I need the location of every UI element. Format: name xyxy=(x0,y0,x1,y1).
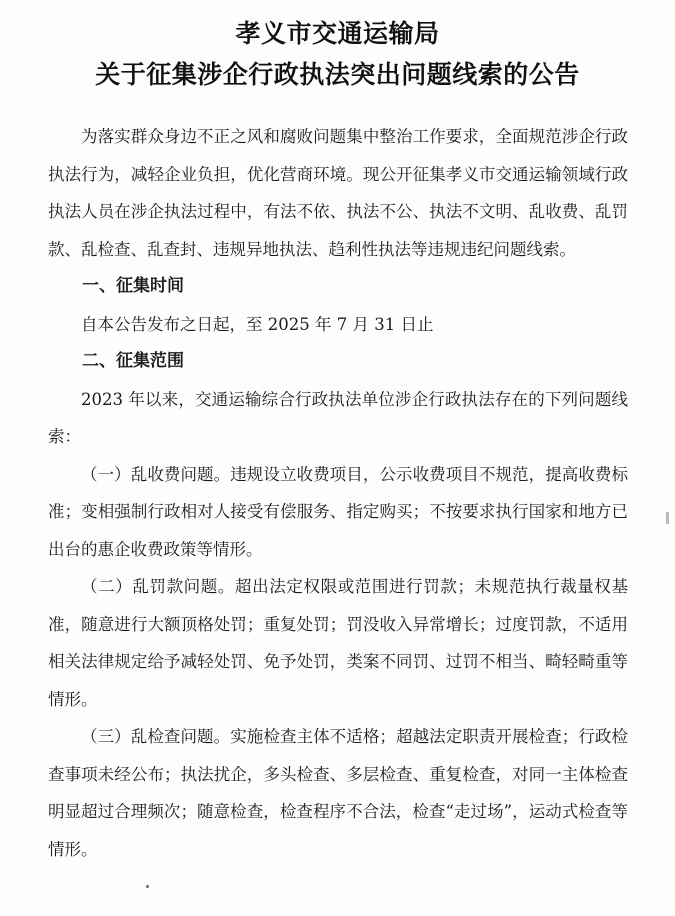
collection-scope-intro: 2023 年以来，交通运输综合行政执法单位涉企行政执法存在的下列问题线索： xyxy=(48,389,628,446)
item-arbitrary-fines: （二）乱罚款问题。超出法定权限或范围进行罚款；未规范执行裁量权基准，随意进行大额顶格处罚；重复处罚；罚没收入异常增长；过度罚款，不适用相关法律规定给予减轻处罚、免予处罚，类案不同罚、过罚不相当、畸轻畸重等情形。 xyxy=(48,577,628,709)
item-arbitrary-inspections: （三）乱检查问题。实施检查主体不适格；超越法定职责开展检查；行政检查事项未经公布；执法扰企，多头检查、多层检查、重复检查，对同一主体检查明显超过合理频次；随意检查，检查程序不合法，检查“走过场”，运动式检查等情形。 xyxy=(48,727,628,859)
collection-time-text: 自本公告发布之日起，至 2025 年 7 月 31 日止 xyxy=(81,314,434,334)
intro-paragraph: 为落实群众身边不正之风和腐败问题集中整治工作要求，全面规范涉企行政执法行为，减轻企业负担，优化营商环境。现公开征集孝义市交通运输领域行政执法人员在涉企执法过程中，有法不依、执法不公、执法不文明、乱收费、乱罚款、乱检查、乱查封、违规异地执法、趋利性执法等违规违纪问题线索。 xyxy=(48,127,628,259)
scan-speck xyxy=(146,885,149,888)
issuer-title: 孝义市交通运输局 xyxy=(235,19,440,48)
announcement-title: 关于征集涉企行政执法突出问题线索的公告 xyxy=(95,60,580,89)
document-body xyxy=(48,118,628,868)
section-heading-collection-scope: 二、征集范围 xyxy=(82,351,184,371)
section-heading-collection-time: 一、征集时间 xyxy=(82,276,184,296)
scan-edge-mark xyxy=(666,512,669,524)
item-arbitrary-fees: （一）乱收费问题。违规设立收费项目，公示收费项目不规范，提高收费标准；变相强制行政相对人接受有偿服务、指定购买；不按要求执行国家和地方已出台的惠企收费政策等情形。 xyxy=(48,464,628,559)
